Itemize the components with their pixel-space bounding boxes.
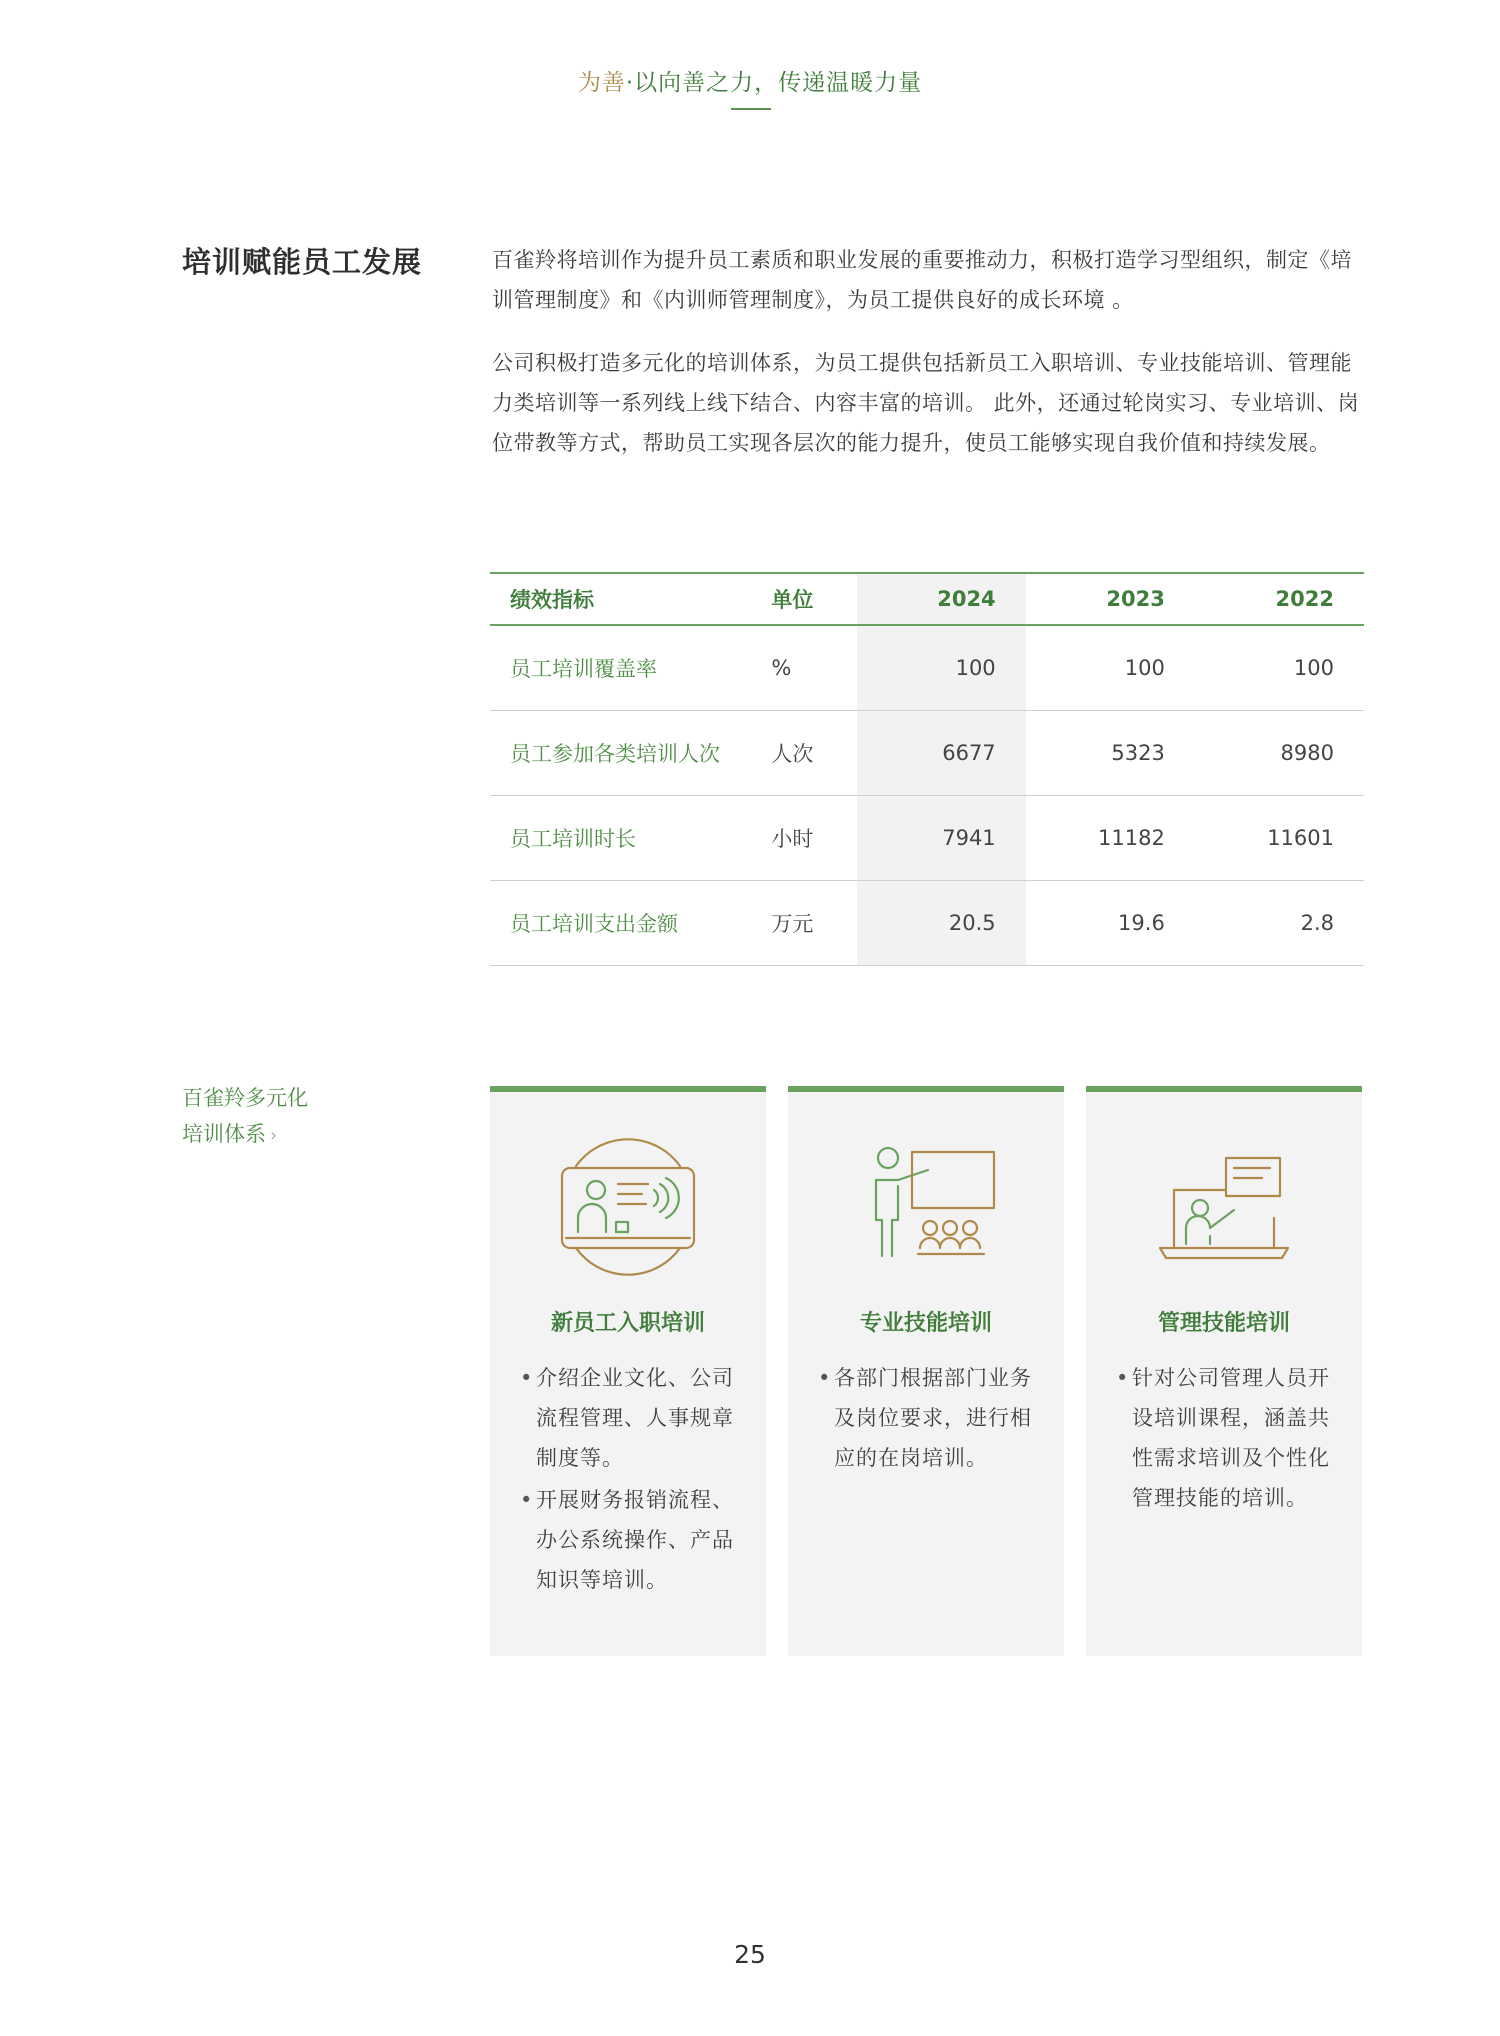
table-row (490, 711, 1364, 796)
table-row (490, 796, 1364, 881)
table-row (490, 625, 1364, 711)
presentation-screen-icon (548, 1136, 708, 1276)
header-separator: · (625, 70, 635, 96)
row-unit: % (751, 625, 857, 711)
header-2022: 2022 (1275, 587, 1334, 611)
header-2024: 2024 (857, 573, 1025, 625)
header-underline (731, 108, 771, 110)
page-number: 25 (734, 1940, 766, 1969)
row-indicator: 员工培训时长 (490, 796, 751, 881)
chevron-right-icon: › (270, 1125, 278, 1146)
online-lecture-icon (1144, 1136, 1304, 1276)
header-unit: 单位 (771, 588, 814, 612)
row-value-2022: 8980 (1195, 711, 1364, 796)
side-label-line1: 百雀羚多元化 (182, 1086, 308, 1110)
row-value-2024: 6677 (857, 711, 1025, 796)
card-bullet-list (1116, 1358, 1344, 1520)
row-value-2022: 100 (1195, 625, 1364, 711)
row-indicator: 员工参加各类培训人次 (490, 711, 751, 796)
card-title: 新员工入职培训 (550, 1311, 705, 1336)
row-unit: 人次 (751, 711, 857, 796)
training-system-label (182, 1080, 308, 1154)
table-header-row (490, 573, 1364, 625)
header-part1: 为善 (577, 70, 626, 96)
table-row (490, 881, 1364, 966)
card-bullet-list (520, 1358, 748, 1602)
row-value-2022: 2.8 (1195, 881, 1364, 966)
list-item: • 针对公司管理人员开设培训课程，涵盖共性需求培训及个性化管理技能的培训。 (1116, 1358, 1344, 1518)
row-value-2023: 5323 (1026, 711, 1195, 796)
list-item: • 各部门根据部门业务及岗位要求，进行相应的在岗培训。 (818, 1358, 1046, 1478)
section-title: 培训赋能员工发展 (182, 245, 423, 279)
performance-table (490, 572, 1364, 966)
row-indicator: 员工培训覆盖率 (490, 625, 751, 711)
card-bullet-list (818, 1358, 1046, 1480)
training-card-professional (788, 1086, 1064, 1656)
row-value-2024: 20.5 (857, 881, 1025, 966)
row-unit: 小时 (751, 796, 857, 881)
row-value-2023: 11182 (1026, 796, 1195, 881)
row-value-2024: 100 (857, 625, 1025, 711)
side-label-line2: 培训体系 (182, 1122, 266, 1146)
training-card-onboarding (490, 1086, 766, 1656)
row-unit: 万元 (751, 881, 857, 966)
training-card-management (1086, 1086, 1362, 1656)
row-indicator: 员工培训支出金额 (490, 881, 751, 966)
page-header (0, 64, 1500, 97)
header-2023: 2023 (1106, 587, 1165, 611)
card-title: 专业技能培训 (859, 1311, 992, 1336)
list-item: • 开展财务报销流程、办公系统操作、产品知识等培训。 (520, 1480, 748, 1600)
header-part2: 以向善之力，传递温暖力量 (634, 70, 923, 96)
teacher-board-icon (846, 1136, 1006, 1276)
row-value-2023: 100 (1026, 625, 1195, 711)
header-indicator: 绩效指标 (510, 588, 594, 612)
intro-paragraph-2: 公司积极打造多元化的培训体系，为员工提供包括新员工入职培训、专业技能培训、管理能力类培训等一系列线上线下结合、内容丰富的培训。 此外，还通过轮岗实习、专业培训、岗位带教等方式，帮助员工实现各层次的能力提升，使员工能够实现自我价值和持续发展。 (492, 351, 1360, 455)
row-value-2022: 11601 (1195, 796, 1364, 881)
row-value-2024: 7941 (857, 796, 1025, 881)
card-title: 管理技能培训 (1157, 1311, 1290, 1336)
list-item: • 介绍企业文化、公司流程管理、人事规章制度等。 (520, 1358, 748, 1478)
row-value-2023: 19.6 (1026, 881, 1195, 966)
intro-paragraph-1: 百雀羚将培训作为提升员工素质和职业发展的重要推动力，积极打造学习型组织，制定《培训管理制度》和《内训师管理制度》，为员工提供良好的成长环境 。 (492, 248, 1352, 312)
